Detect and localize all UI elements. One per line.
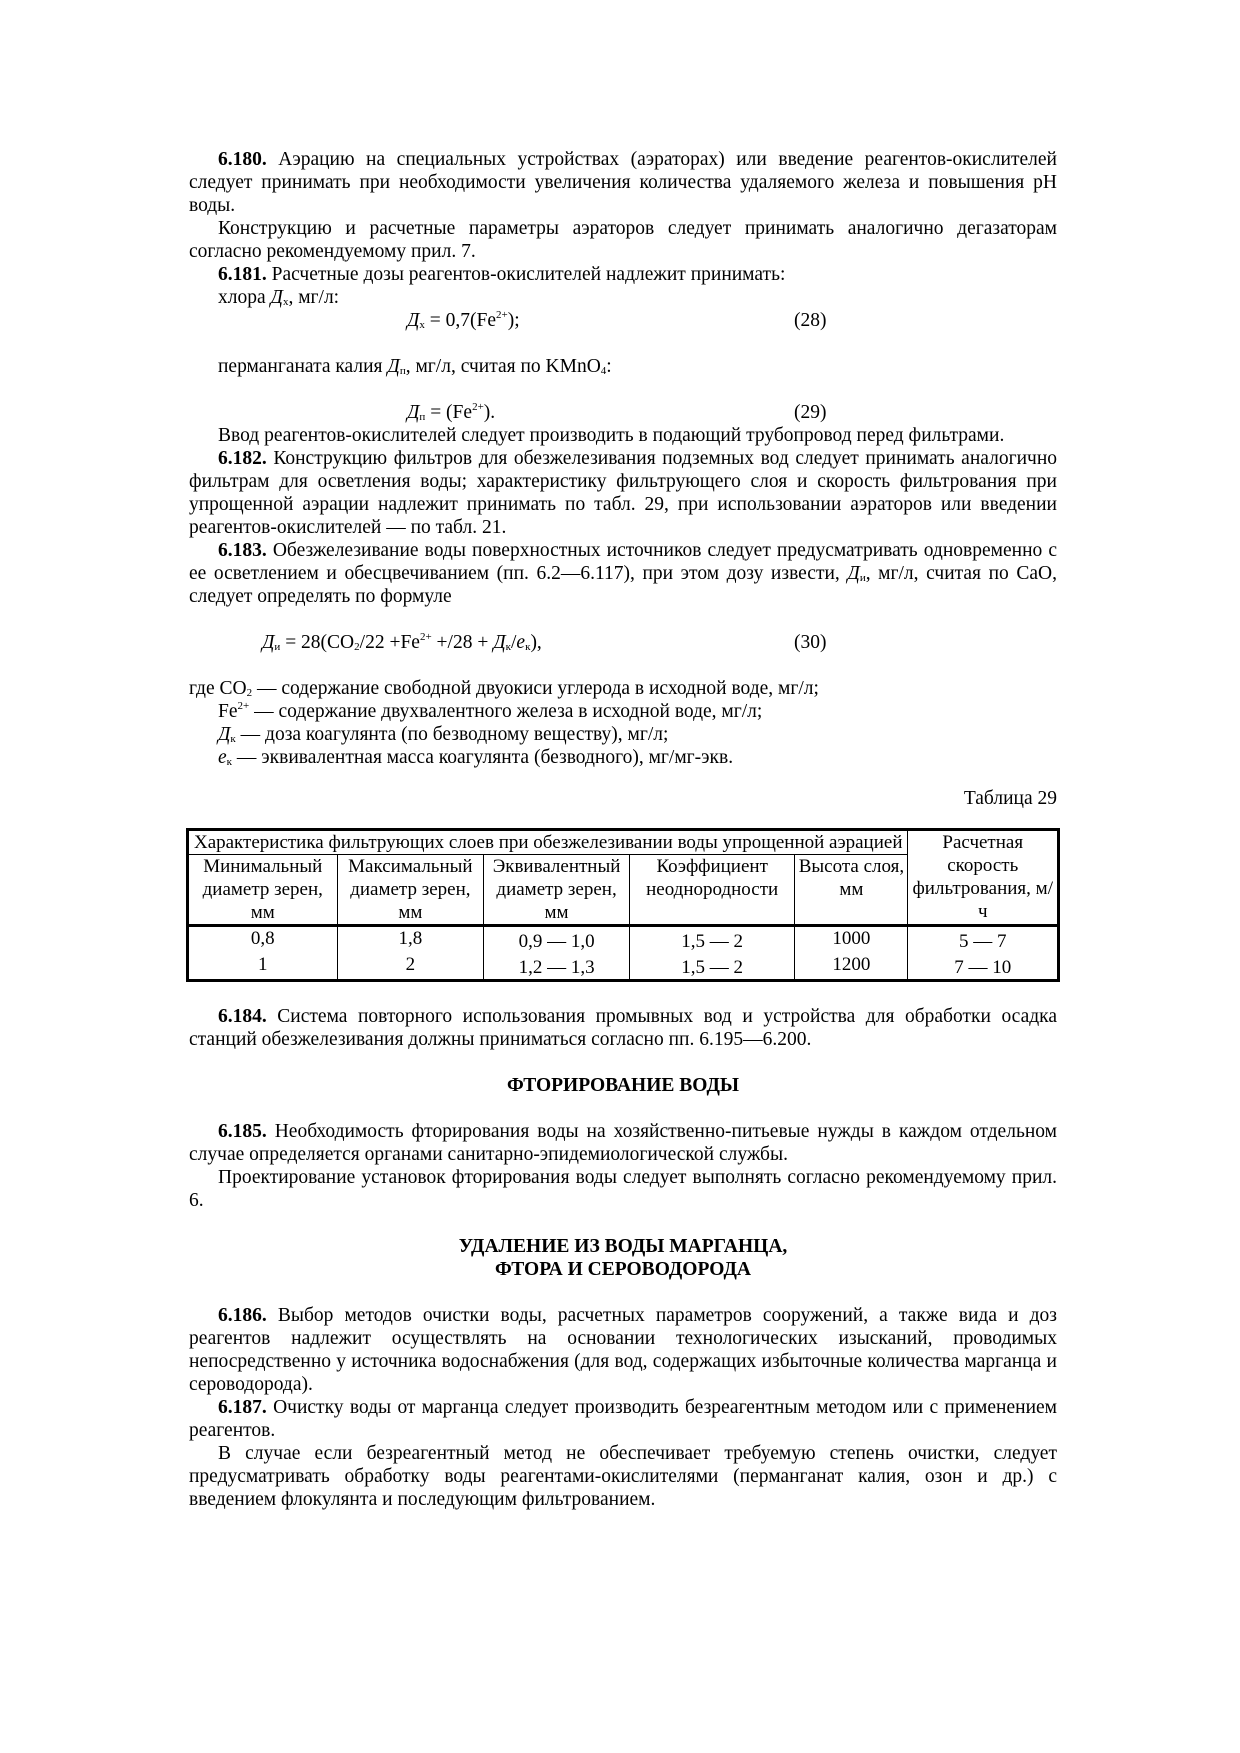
spacer: [189, 1051, 1057, 1074]
table-column-header: Высота слоя, мм: [795, 855, 908, 926]
paragraph-6-185: [189, 1120, 1057, 1166]
subscript: к: [226, 756, 233, 768]
paragraph-6-180: [189, 148, 1057, 217]
table-group-header: Характеристика фильтрующих слоев при обезжелезивании воды упрощенной аэрацией: [188, 830, 908, 855]
table-column-header: Эквивалентный диаметр зерен, мм: [484, 855, 630, 926]
superscript: 2+: [472, 401, 484, 413]
text-run: Fe: [218, 701, 238, 722]
table-column-header: Коэффициент неоднородности: [629, 855, 794, 926]
clause-number: 6.185.: [218, 1121, 267, 1142]
table-29: [186, 828, 1060, 982]
table-cell: 1: [188, 953, 338, 981]
symbol: Д: [270, 287, 283, 308]
spacer: [189, 1212, 1057, 1235]
clause-number: 6.180.: [218, 149, 267, 170]
table-cell: 1200: [795, 953, 908, 981]
paragraph-text: Выбор методов очистки воды, расчетных параметров сооружений, а также вида и доз реагентов надлежит осуществлять на основании технологических изысканий, проводимых непосредственно у источника водоснабжения (для вод, содержащих избыточные количества марганца и сероводорода).: [189, 1305, 1057, 1395]
table-row: [188, 926, 1059, 954]
clause-number: 6.181.: [218, 264, 267, 285]
table-speed-header: Расчетная скорость фильтрования, м/ч: [908, 830, 1059, 926]
symbol: Д: [407, 402, 420, 423]
spacer: [189, 810, 1057, 828]
symbol: Д: [493, 632, 506, 653]
subscript: х: [282, 296, 289, 308]
paragraph-text: , мг/л, считая по CaO, следует определять по формуле: [189, 563, 1057, 607]
spacer: [189, 608, 1057, 631]
subscript: 2: [246, 687, 253, 699]
spacer: [189, 982, 1057, 1005]
text-run: +/28 +: [431, 632, 494, 653]
paragraph-text: Конструкцию фильтров для обезжелезивания подземных вод следует принимать аналогично фильтрам для осветления воды; характеристику фильтрующего слоя и скорость фильтрования при упрощенной аэрации надлежит принимать по табл. 29, при использовании аэраторов или введении реагентов-окислителей — по табл. 21.: [189, 448, 1057, 538]
table-column-header: Максимальный диаметр зерен, мм: [337, 855, 484, 926]
table-cell: 7 — 10: [908, 953, 1059, 981]
symbol: е: [516, 632, 526, 653]
text-run: = (Fe: [425, 402, 473, 423]
table-cell: 1000: [795, 926, 908, 954]
symbol: е: [218, 747, 227, 768]
paragraph-6-181-cont: Ввод реагентов-окислителей следует производить в подающий трубопровод перед фильтрами.: [218, 425, 1005, 446]
text-run: ),: [530, 632, 542, 653]
subscript: 4: [600, 365, 607, 377]
formula-28: [189, 309, 1057, 332]
symbol: Д: [387, 356, 400, 377]
formula-number: (29): [794, 402, 827, 423]
text-run: /22 +Fe: [359, 632, 420, 653]
paragraph-text: Очистку воды от марганца следует производить безреагентным методом или с применением реагентов.: [189, 1397, 1057, 1441]
superscript: 2+: [237, 700, 250, 712]
document-page: [189, 148, 1057, 1511]
paragraph-6-183: [189, 539, 1057, 608]
subscript: п: [419, 411, 426, 423]
subscript: и: [274, 641, 281, 653]
text-run: — содержание двухвалентного железа в исходной воде, мг/л;: [249, 701, 763, 722]
chlorine-dose-line: [189, 286, 1057, 309]
text-run: :: [606, 356, 612, 377]
paragraph-text: Обезжелезивание воды поверхностных источников следует предусматривать одновременно с ее осветлением и обесцвечиванием (пп. 6.2—6.117), при этом дозу извести,: [189, 540, 1057, 584]
formula-expression: [262, 631, 542, 654]
text-run: где CO: [189, 678, 247, 699]
table-cell: 1,2 — 1,3: [484, 953, 630, 981]
symbol: Д: [218, 724, 231, 745]
symbol: Д: [407, 310, 420, 331]
text-run: хлора: [218, 287, 271, 308]
subscript: п: [399, 365, 406, 377]
paragraph-6-185-cont: Проектирование установок фторирования воды следует выполнять согласно рекомендуемому прил. 6.: [189, 1167, 1057, 1211]
table-cell: 2: [337, 953, 484, 981]
text-run: — доза коагулянта (по безводному веществу), мг/л;: [235, 724, 669, 745]
table-cell: 0,8: [188, 926, 338, 954]
text-run: , мг/л, считая по KMnO: [405, 356, 601, 377]
section-heading-manganese-line1: УДАЛЕНИЕ ИЗ ВОДЫ МАРГАНЦА,: [458, 1236, 788, 1257]
formula-30: [189, 631, 1057, 654]
table-row: [188, 953, 1059, 981]
paragraph-6-181: [189, 263, 1057, 286]
paragraph-text: Аэрацию на специальных устройствах (аэраторах) или введение реагентов-окислителей следует принимать при необходимости увеличения количества удаляемого железа и повышения pH воды.: [189, 149, 1057, 216]
formula-number: (30): [794, 632, 827, 653]
where-ek: [189, 746, 1057, 769]
clause-number: 6.187.: [218, 1397, 267, 1418]
symbol: Д: [847, 563, 860, 584]
subscript: х: [419, 319, 425, 331]
clause-number: 6.182.: [218, 448, 267, 469]
subscript: 2: [354, 641, 360, 653]
clause-number: 6.184.: [218, 1006, 267, 1027]
spacer: [189, 332, 1057, 355]
subscript: к: [525, 641, 531, 653]
paragraph-text: Расчетные дозы реагентов-окислителей надлежит принимать:: [266, 264, 786, 285]
paragraph-6-180-cont: Конструкцию и расчетные параметры аэраторов следует принимать аналогично дегазаторам согласно рекомендуемому прил. 7.: [189, 218, 1057, 262]
text-run: = 0,7(Fe: [424, 310, 497, 331]
paragraph-text: Необходимость фторирования воды на хозяйственно-питьевые нужды в каждом отдельном случае определяется органами санитарно-эпидемиологической службы.: [189, 1121, 1057, 1165]
text-run: — содержание свободной двуокиси углерода в исходной воде, мг/л;: [252, 678, 819, 699]
text-run: /: [511, 632, 517, 653]
text-run: перманганата калия: [218, 356, 388, 377]
subscript: и: [859, 572, 866, 584]
text-run: ).: [483, 402, 496, 423]
superscript: 2+: [496, 309, 508, 321]
text-run: = 28(CO: [280, 632, 355, 653]
superscript: 2+: [419, 631, 432, 643]
where-fe: [189, 700, 1057, 723]
spacer: [189, 654, 1057, 677]
table-cell: 5 — 7: [908, 926, 1059, 954]
section-heading-fluoridation: ФТОРИРОВАНИЕ ВОДЫ: [506, 1075, 740, 1096]
formula-expression: [407, 401, 495, 424]
section-heading-manganese-line2: ФТОРА И СЕРОВОДОРОДА: [495, 1259, 751, 1280]
symbol: Д: [262, 632, 275, 653]
paragraph-6-184: [189, 1005, 1057, 1051]
text-run: , мг/л:: [288, 287, 340, 308]
where-dk: [189, 723, 1057, 746]
formula-29: [189, 401, 1057, 424]
formula-expression: [407, 309, 520, 332]
spacer: [189, 378, 1057, 401]
where-co2: [189, 677, 1057, 700]
table-cell: 1,5 — 2: [629, 953, 794, 981]
table-cell: 1,8: [337, 926, 484, 954]
clause-number: 6.186.: [218, 1305, 267, 1326]
table-column-header: Минимальный диаметр зерен, мм: [188, 855, 338, 926]
spacer: [189, 1281, 1057, 1304]
subscript: к: [230, 733, 236, 745]
spacer: [189, 1097, 1057, 1120]
paragraph-6-187-cont: В случае если безреагентный метод не обеспечивает требуемую степень очистки, следует предусматривать обработку воды реагентами-окислителями (перманганат калия, озон и др.) с введением флокулянта и последующим фильтрованием.: [189, 1443, 1057, 1510]
permanganate-dose-line: [189, 355, 1057, 378]
text-run: );: [507, 310, 520, 331]
paragraph-6-186: [189, 1304, 1057, 1396]
text-run: — эквивалентная масса коагулянта (безводного), мг/мг-экв.: [232, 747, 734, 768]
paragraph-text: Система повторного использования промывных вод и устройства для обработки осадка станций обезжелезивания должны приниматься согласно пп. 6.195—6.200.: [189, 1006, 1057, 1050]
paragraph-6-182: [189, 447, 1057, 539]
spacer: [189, 769, 1057, 787]
subscript: к: [505, 641, 511, 653]
table-caption: Таблица 29: [963, 788, 1057, 809]
table-cell: 0,9 — 1,0: [484, 926, 630, 954]
paragraph-6-187: [189, 1396, 1057, 1442]
formula-number: (28): [794, 310, 827, 331]
table-cell: 1,5 — 2: [629, 926, 794, 954]
clause-number: 6.183.: [218, 540, 267, 561]
